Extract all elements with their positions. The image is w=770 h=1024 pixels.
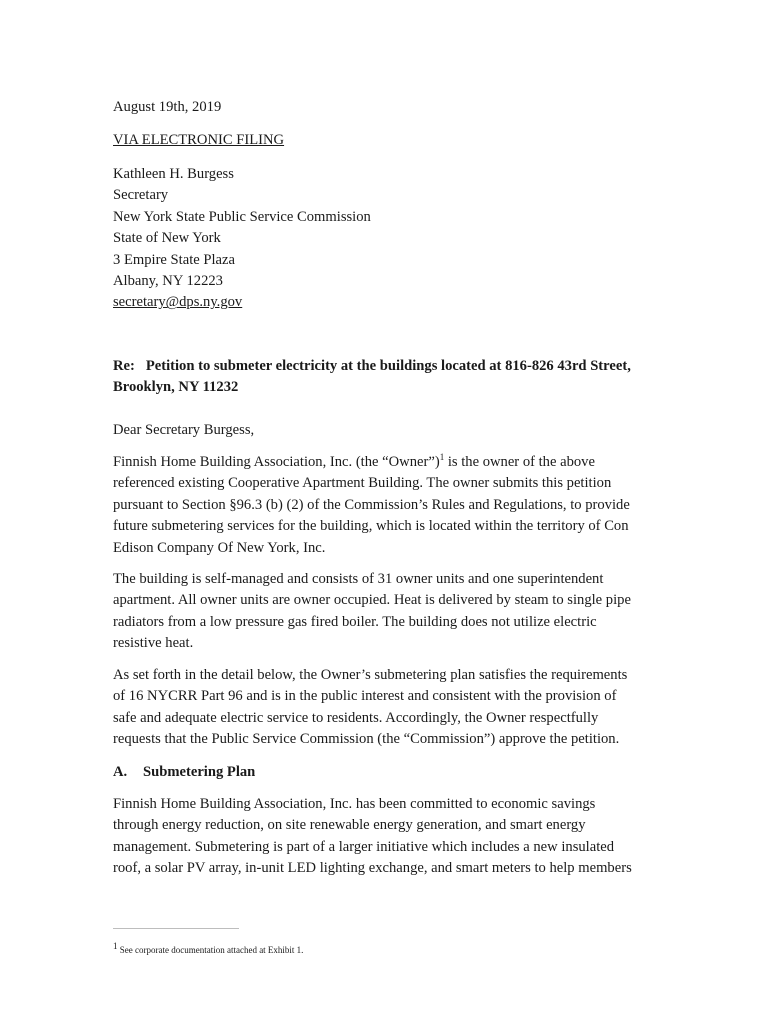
recipient-city: Albany, NY 12223 xyxy=(113,273,223,290)
section-heading-a xyxy=(113,762,673,783)
section-title: Submetering Plan xyxy=(143,764,256,780)
paragraph-line: resistive heat. xyxy=(113,635,194,652)
paragraph-line: roof, a solar PV array, in-unit LED lighting exchange, and smart meters to help members xyxy=(113,860,632,877)
letter-date xyxy=(113,97,673,118)
recipient-street: 3 Empire State Plaza xyxy=(113,251,235,268)
section-letter: A. xyxy=(113,764,128,780)
recipient-name: Kathleen H. Burgess xyxy=(113,166,234,182)
recipient-title: Secretary xyxy=(113,187,169,204)
recipient-organization: New York State Public Service Commission xyxy=(113,208,371,225)
subject-line-2: Brooklyn, NY 11232 xyxy=(113,379,239,396)
filing-method xyxy=(113,130,673,151)
paragraph-line: of 16 NYCRR Part 96 and is in the public interest and consistent with the provision of xyxy=(113,688,617,705)
paragraph-line: apartment. All owner units are owner occupied. Heat is delivered by steam to single pipe xyxy=(113,592,631,609)
paragraph-submetering-plan xyxy=(113,794,673,880)
filing-method-text: VIA ELECTRONIC FILING xyxy=(113,132,285,148)
footnote-reference: 1 xyxy=(439,452,445,463)
footnote-text: See corporate documentation attached at Exhibit 1. xyxy=(117,945,304,955)
date-text: August 19th, 2019 xyxy=(113,99,222,115)
paragraph-line: through energy reduction, on site renewable energy generation, and smart energy xyxy=(113,817,586,834)
paragraph-plan-summary xyxy=(113,665,673,751)
recipient-email-link[interactable]: secretary@dps.ny.gov xyxy=(113,294,243,311)
subject-line-1: Re: Petition to submeter electricity at the buildings located at 816-826 43rd Street, xyxy=(113,358,631,374)
paragraph-line: As set forth in the detail below, the Owner’s submetering plan satisfies the requirements xyxy=(113,667,628,683)
paragraph-line: radiators from a low pressure gas fired boiler. The building does not utilize electric xyxy=(113,613,597,630)
recipient-address xyxy=(113,164,673,314)
paragraph-text: Finnish Home Building Association, Inc. (the “Owner”) xyxy=(113,454,440,470)
paragraph-line: pursuant to Section §96.3 (b) (2) of the Commission’s Rules and Regulations, to provide xyxy=(113,496,630,513)
paragraph-line: requests that the Public Service Commission (the “Commission”) approve the petition. xyxy=(113,731,620,748)
salutation xyxy=(113,420,673,441)
paragraph-line: Edison Company Of New York, Inc. xyxy=(113,539,326,556)
paragraph-line: safe and adequate electric service to residents. Accordingly, the Owner respectfully xyxy=(113,709,599,726)
paragraph-line: referenced existing Cooperative Apartment Building. The owner submits this petition xyxy=(113,475,612,492)
paragraph-owner-intro xyxy=(113,452,673,559)
paragraph-line xyxy=(113,452,673,473)
salutation-text: Dear Secretary Burgess, xyxy=(113,422,255,438)
recipient-state: State of New York xyxy=(113,230,221,247)
paragraph-line: future submetering services for the building, which is located within the territory of Con xyxy=(113,518,629,535)
paragraph-line: management. Submetering is part of a larger initiative which includes a new insulated xyxy=(113,838,615,855)
paragraph-building-description xyxy=(113,569,673,655)
footnote xyxy=(113,941,304,956)
footnote-number: 1 xyxy=(113,941,118,951)
footnote-divider xyxy=(113,928,239,929)
paragraph-line: The building is self-managed and consists of 31 owner units and one superintendent xyxy=(113,571,604,587)
paragraph-text: is the owner of the above xyxy=(444,454,595,470)
subject-line xyxy=(113,356,673,399)
paragraph-line: Finnish Home Building Association, Inc. has been committed to economic savings xyxy=(113,796,596,812)
